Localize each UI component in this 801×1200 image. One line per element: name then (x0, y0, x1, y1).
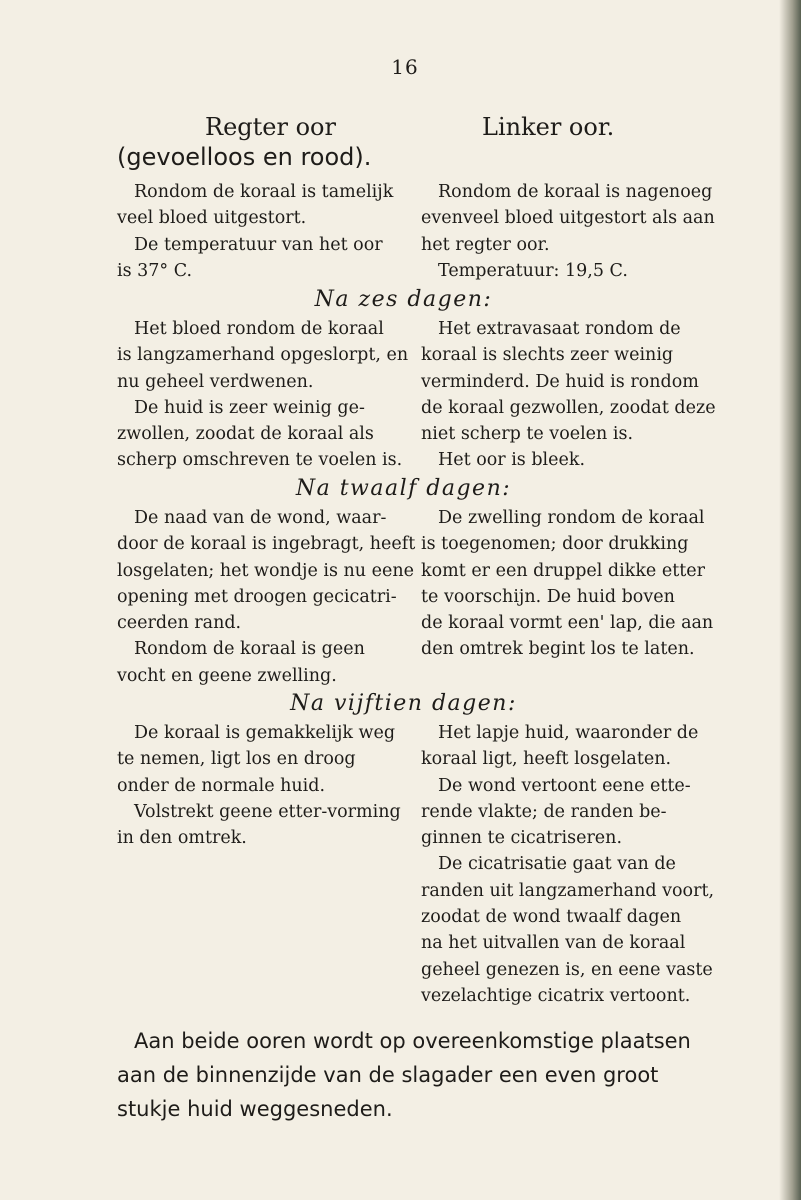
text-line: vezelachtige cicatrix vertoont. (421, 985, 691, 1006)
text-line: komt er een druppel dikke etter (421, 560, 705, 581)
text-line: De temperatuur van het oor (134, 234, 383, 255)
text-line: geheel genezen is, en eene vaste (421, 959, 713, 980)
text-line: Aan beide ooren wordt op overeenkomstige plaatsen (134, 1029, 691, 1053)
text-line: het regter oor. (421, 234, 550, 255)
closing-paragraph (117, 1024, 697, 1126)
text-line: Het lapje huid, waaronder de (438, 723, 699, 743)
page-number: 16 (391, 55, 419, 79)
text-line: veel bloed uitgestort. (117, 208, 307, 229)
fifteen-days-right-column (421, 720, 715, 1009)
text-line: Rondom de koraal is geen (134, 639, 365, 660)
text-line: Het extravasaat rondom de (438, 319, 681, 339)
section-title-fifteen-days: Na vijftien dagen: (290, 691, 517, 716)
page-edge-shadow (779, 0, 801, 1200)
text-line: na het uitvallen van de koraal (421, 933, 686, 954)
text-line: Het oor is bleek. (438, 450, 586, 471)
text-line: opening met droogen gecicatri- (117, 586, 397, 607)
text-line: verminderd. De huid is rondom (421, 371, 699, 392)
text-line: aan de binnenzijde van de slagader een even groot (117, 1063, 659, 1087)
text-line: niet scherp te voelen is. (421, 424, 634, 445)
text-line: den omtrek begint los te laten. (421, 639, 695, 660)
section-title-six-days: Na zes dagen: (314, 287, 493, 312)
right-column-title: Linker oor. (482, 113, 615, 141)
text-line: Rondom de koraal is nagenoeg (438, 182, 713, 202)
text-line: is 37° C. (117, 260, 193, 281)
text-line: in den omtrek. (117, 828, 247, 849)
text-line: randen uit langzamerhand voort, (421, 880, 715, 901)
text-line: evenveel bloed uitgestort als aan (421, 208, 715, 229)
twelve-days-left-column (117, 505, 416, 689)
text-line: De koraal is gemakkelijk weg (134, 723, 396, 743)
six-days-left-column (117, 316, 409, 474)
text-line: Het bloed rondom de koraal (134, 319, 384, 339)
text-line: door de koraal is ingebragt, heeft (117, 534, 416, 555)
text-line: de koraal gezwollen, zoodat deze (421, 397, 716, 418)
text-line: de koraal vormt een' lap, die aan (421, 613, 714, 634)
text-line: is toegenomen; door drukking (421, 534, 689, 555)
text-line: te voorschijn. De huid boven (421, 586, 675, 607)
left-column-subtitle: (gevoelloos en rood). (117, 143, 372, 171)
text-line: stukje huid weggesneden. (117, 1097, 393, 1121)
text-line: De huid is zeer weinig ge- (134, 397, 365, 418)
text-line: scherp omschreven te voelen is. (117, 450, 403, 471)
text-line: De zwelling rondom de koraal (438, 508, 705, 528)
six-days-right-column (421, 316, 716, 474)
text-line: De naad van de wond, waar- (134, 508, 387, 528)
text-line: Temperatuur: 19,5 C. (438, 260, 628, 281)
text-line: De cicatrisatie gaat van de (438, 854, 676, 875)
text-line: nu geheel verdwenen. (117, 371, 314, 392)
text-line: rende vlakte; de randen be- (421, 801, 667, 822)
text-line: zoodat de wond twaalf dagen (421, 907, 682, 928)
text-line: Rondom de koraal is tamelijk (134, 182, 394, 202)
left-column-title: Regter oor (205, 113, 336, 141)
text-line: losgelaten; het wondje is nu eene (117, 560, 414, 581)
text-line: De wond vertoont eene ette- (438, 775, 691, 796)
text-line: ceerden rand. (117, 613, 242, 634)
intro-right-column (421, 179, 715, 284)
twelve-days-right-column (421, 505, 714, 663)
text-line: vocht en geene zwelling. (117, 665, 337, 686)
text-line: zwollen, zoodat de koraal als (117, 424, 374, 445)
text-line: te nemen, ligt los en droog (117, 749, 356, 770)
text-line: onder de normale huid. (117, 775, 326, 796)
section-title-twelve-days: Na twaalf dagen: (295, 476, 512, 501)
intro-left-column (117, 179, 399, 284)
text-line: Volstrekt geene etter-vorming (134, 801, 401, 822)
text-line: ginnen te cicatriseren. (421, 828, 623, 849)
text-line: is langzamerhand opgeslorpt, en (117, 345, 409, 366)
text-line: koraal ligt, heeft losgelaten. (421, 749, 672, 770)
text-line: koraal is slechts zeer weinig (421, 345, 674, 366)
fifteen-days-left-column (117, 720, 399, 851)
